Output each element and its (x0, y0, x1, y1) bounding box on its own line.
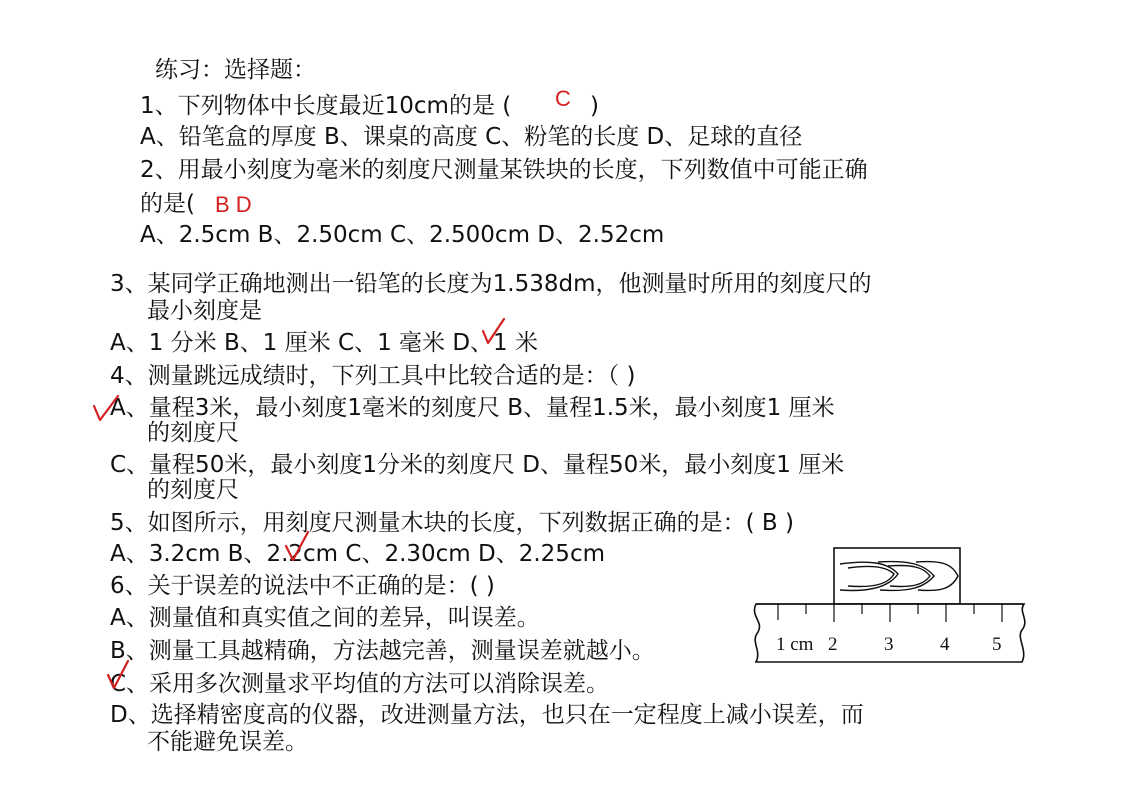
q6-option-d: D、选择精密度高的仪器，改进测量方法，也只在一定程度上减小误差，而 (110, 702, 864, 728)
q4-options-cd-cont: 的刻度尺 (147, 477, 239, 503)
q1-stem: 1、下列物体中长度最近10cm的是 ( (140, 93, 512, 119)
q3-options: A、1 分米 B、1 厘米 C、1 毫米 D、1 米 (110, 330, 538, 356)
ruler-diagram (748, 546, 1038, 670)
q1-close-paren: ) (590, 93, 599, 119)
q4-stem: 4、测量跳远成绩时，下列工具中比较合适的是：（ ) (110, 363, 636, 389)
ruler-tick-label: 2 (828, 634, 838, 655)
ruler-unit-label: 1 cm (776, 634, 814, 655)
q5-stem: 5、如图所示，用刻度尺测量木块的长度，下列数据正确的是：( B ) (110, 510, 794, 536)
check-mark-icon (104, 658, 132, 692)
q3-stem-cont: 最小刻度是 (147, 298, 262, 324)
q4-options-ab: A、量程3米，最小刻度1毫米的刻度尺 B、量程1.5米，最小刻度1 厘米 (110, 395, 835, 421)
check-mark-icon (90, 392, 122, 424)
ruler-tick-label: 3 (884, 634, 894, 655)
q4-options-ab-cont: 的刻度尺 (147, 420, 239, 446)
q2-options: A、2.5cm B、2.50cm C、2.500cm D、2.52cm (140, 222, 665, 248)
q5-options: A、3.2cm B、2.2cm C、2.30cm D、2.25cm (110, 541, 605, 567)
heading: 练习：选择题： (155, 57, 316, 83)
check-mark-icon (282, 528, 312, 564)
q6-option-a: A、测量值和真实值之间的差异，叫误差。 (110, 605, 540, 631)
q6-option-d-cont: 不能避免误差。 (147, 729, 308, 755)
check-mark-icon (478, 316, 508, 346)
q2-stem: 2、用最小刻度为毫米的刻度尺测量某铁块的长度，下列数值中可能正确 (140, 157, 868, 183)
q1-options: A、铅笔盒的厚度 B、课桌的高度 C、粉笔的长度 D、足球的直径 (140, 124, 803, 150)
q6-option-b: B、测量工具越精确，方法越完善，测量误差就越小。 (110, 638, 655, 664)
q6-option-c: C、采用多次测量求平均值的方法可以消除误差。 (110, 671, 610, 697)
ruler-tick-label: 5 (992, 634, 1002, 655)
q2-answer-mark: B D (215, 192, 252, 217)
q1-answer-mark: C (555, 86, 571, 111)
q3-stem: 3、某同学正确地测出一铅笔的长度为1.538dm，他测量时所用的刻度尺的 (110, 271, 872, 297)
q6-stem: 6、关于误差的说法中不正确的是：( ) (110, 573, 495, 599)
q2-stem-cont: 的是( (140, 191, 195, 217)
ruler-tick-label: 4 (940, 634, 950, 655)
q4-options-cd: C、量程50米，最小刻度1分米的刻度尺 D、量程50米，最小刻度1 厘米 (110, 452, 845, 478)
